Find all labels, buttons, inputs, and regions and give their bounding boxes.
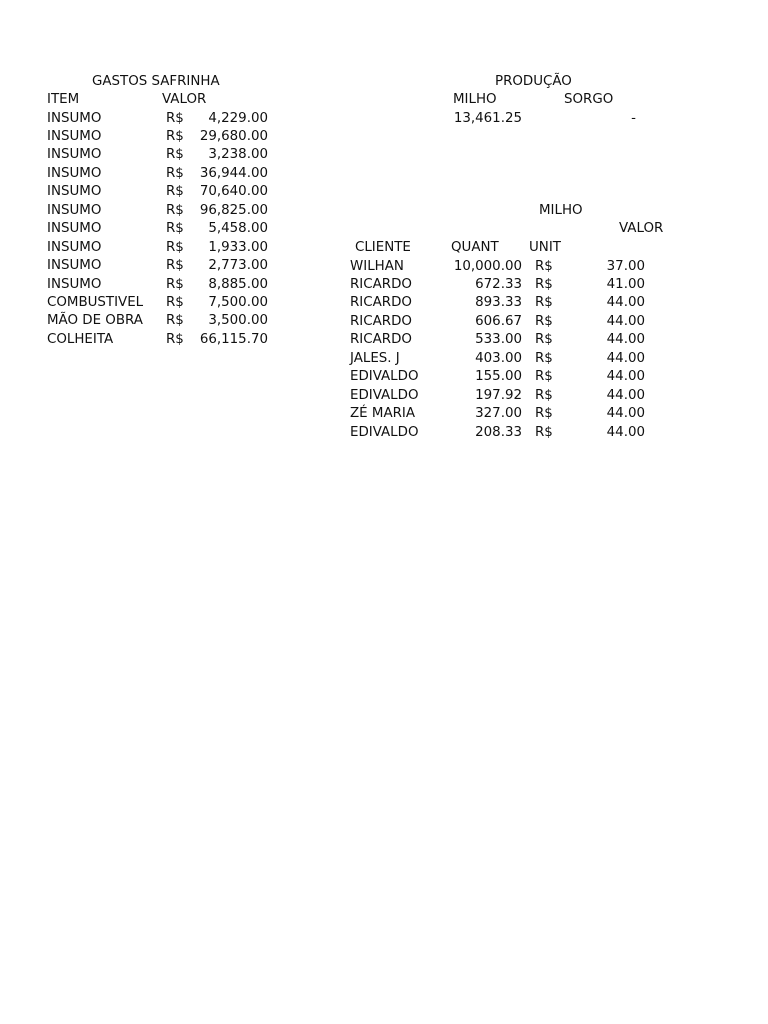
gastos-row-item: INSUMO xyxy=(47,221,102,237)
gastos-row-currency: R$ xyxy=(166,239,184,255)
vendas-row-currency: R$ xyxy=(535,387,553,403)
producao-sorgo-value: - xyxy=(631,111,636,126)
vendas-row-quant: 893.33 xyxy=(475,295,522,311)
gastos-row-valor: 36,944.00 xyxy=(199,165,268,181)
gastos-row-valor: 5,458.00 xyxy=(208,221,268,237)
vendas-row-currency: R$ xyxy=(535,332,553,348)
gastos-row-item: INSUMO xyxy=(47,239,102,255)
vendas-row-currency: R$ xyxy=(535,406,553,422)
gastos-row-valor: 8,885.00 xyxy=(208,276,268,292)
vendas-row-quant: 403.00 xyxy=(475,350,522,366)
gastos-row-item: INSUMO xyxy=(47,276,102,292)
vendas-row-quant: 606.67 xyxy=(475,313,522,329)
vendas-row-currency: R$ xyxy=(535,350,553,366)
vendas-row-quant: 197.92 xyxy=(475,387,522,403)
vendas-header-cliente: CLIENTE xyxy=(355,240,411,255)
vendas-row-unit: 44.00 xyxy=(606,424,645,440)
vendas-row-unit: 44.00 xyxy=(606,313,645,329)
vendas-row-quant: 533.00 xyxy=(475,332,522,348)
gastos-row-item: INSUMO xyxy=(47,128,102,144)
gastos-row-valor: 70,640.00 xyxy=(199,184,268,200)
gastos-row-currency: R$ xyxy=(166,147,184,163)
gastos-row-currency: R$ xyxy=(166,221,184,237)
vendas-row-quant: 672.33 xyxy=(475,276,522,292)
producao-header-milho: MILHO xyxy=(453,92,497,107)
producao-milho-value: 13,461.25 xyxy=(453,111,522,126)
gastos-row-valor: 4,229.00 xyxy=(208,110,268,126)
vendas-row-unit: 37.00 xyxy=(606,258,645,274)
vendas-row-cliente: EDIVALDO xyxy=(350,369,419,385)
vendas-row-cliente: RICARDO xyxy=(350,313,412,329)
gastos-row-currency: R$ xyxy=(166,184,184,200)
vendas-row-quant: 208.33 xyxy=(475,424,522,440)
gastos-row-valor: 7,500.00 xyxy=(208,295,268,310)
vendas-row-currency: R$ xyxy=(535,313,553,329)
vendas-row-unit: 44.00 xyxy=(606,387,645,403)
gastos-row-item: MÃO DE OBRA xyxy=(47,313,143,329)
gastos-row-item: INSUMO xyxy=(47,202,102,218)
vendas-row-currency: R$ xyxy=(535,276,553,292)
gastos-row-currency: R$ xyxy=(166,110,184,126)
producao-title: PRODUÇÃO xyxy=(495,74,572,89)
gastos-row-item: INSUMO xyxy=(47,258,102,274)
gastos-title: GASTOS SAFRINHA xyxy=(92,74,220,89)
vendas-row-currency: R$ xyxy=(535,424,553,440)
gastos-row-item: COMBUSTIVEL xyxy=(47,295,144,310)
vendas-title: MILHO xyxy=(539,203,583,218)
gastos-row-currency: R$ xyxy=(166,128,184,144)
vendas-row-cliente: ZÉ MARIA xyxy=(350,406,416,422)
gastos-row-item: COLHEITA xyxy=(47,331,114,347)
vendas-row-quant: 155.00 xyxy=(475,369,522,385)
vendas-row-quant: 327.00 xyxy=(475,406,522,422)
vendas-row-currency: R$ xyxy=(535,295,553,311)
gastos-row-valor: 2,773.00 xyxy=(208,258,268,274)
gastos-row-currency: R$ xyxy=(166,276,184,292)
vendas-row-unit: 44.00 xyxy=(606,406,645,422)
gastos-row-item: INSUMO xyxy=(47,147,102,163)
gastos-row-valor: 3,238.00 xyxy=(208,147,268,163)
gastos-row-valor: 29,680.00 xyxy=(199,128,268,144)
vendas-row-unit: 44.00 xyxy=(606,332,645,348)
gastos-row-currency: R$ xyxy=(166,331,184,347)
gastos-row-valor: 96,825.00 xyxy=(199,202,268,218)
gastos-row-valor: 66,115.70 xyxy=(199,331,268,347)
vendas-row-cliente: EDIVALDO xyxy=(350,424,419,440)
gastos-row-item: INSUMO xyxy=(47,184,102,200)
gastos-row-currency: R$ xyxy=(166,313,184,329)
vendas-row-unit: 41.00 xyxy=(606,276,645,292)
gastos-header-valor: VALOR xyxy=(162,92,207,107)
vendas-header-quant: QUANT xyxy=(451,240,499,255)
vendas-row-unit: 44.00 xyxy=(606,350,645,366)
vendas-row-cliente: RICARDO xyxy=(350,295,412,311)
vendas-row-cliente: JALES. J xyxy=(350,350,400,366)
gastos-row-item: INSUMO xyxy=(47,165,102,181)
gastos-row-item: INSUMO xyxy=(47,110,102,126)
vendas-header-unit: UNIT xyxy=(529,240,561,255)
gastos-row-currency: R$ xyxy=(166,202,184,218)
gastos-row-currency: R$ xyxy=(166,165,184,181)
gastos-header-item: ITEM xyxy=(47,92,80,107)
gastos-row-valor: 1,933.00 xyxy=(208,239,268,255)
vendas-row-unit: 44.00 xyxy=(606,295,645,311)
vendas-row-currency: R$ xyxy=(535,258,553,274)
vendas-row-currency: R$ xyxy=(535,369,553,385)
gastos-row-currency: R$ xyxy=(166,295,184,310)
vendas-row-quant: 10,000.00 xyxy=(453,258,522,274)
vendas-row-cliente: RICARDO xyxy=(350,332,412,348)
vendas-row-unit: 44.00 xyxy=(606,369,645,385)
vendas-row-cliente: EDIVALDO xyxy=(350,387,419,403)
vendas-row-cliente: RICARDO xyxy=(350,276,412,292)
gastos-row-currency: R$ xyxy=(166,258,184,274)
vendas-row-cliente: WILHAN xyxy=(350,258,404,274)
gastos-row-valor: 3,500.00 xyxy=(208,313,268,329)
vendas-valor-header: VALOR xyxy=(619,221,664,236)
producao-header-sorgo: SORGO xyxy=(564,92,614,107)
